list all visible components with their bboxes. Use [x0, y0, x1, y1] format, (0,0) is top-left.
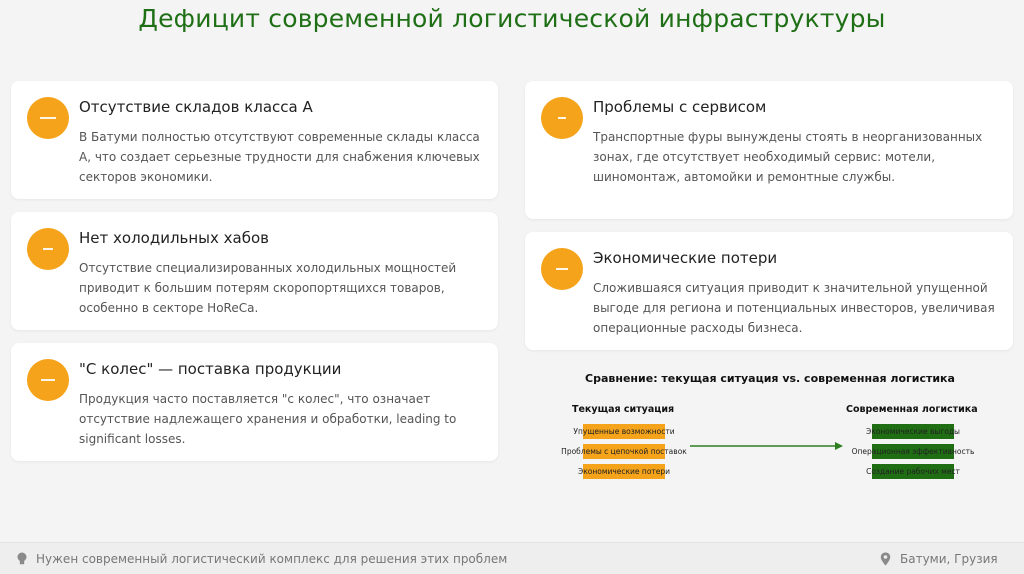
- card-text: Транспортные фуры вынуждены стоять в неорганизованных зонах, где отсутствует необходимый сервис: мотели, шиномонтаж, автомойки и ремонтные службы.: [593, 130, 983, 184]
- card-no-warehouses: [11, 81, 498, 199]
- card-icon: [27, 97, 69, 139]
- card-from-wheels: [11, 343, 498, 461]
- card-text: В Батуми полностью отсутствуют современные склады класса А, что создает серьезные трудности для снабжения ключевых секторов экономики.: [79, 130, 480, 184]
- card-economic-losses: [525, 232, 1013, 350]
- right-item-label: Операционная эффективность: [851, 447, 975, 456]
- diagram-right-heading: Современная логистика: [846, 404, 978, 415]
- card-title: Экономические потери: [593, 249, 778, 267]
- diagram-title: Сравнение: текущая ситуация vs. современная логистика: [585, 372, 955, 385]
- card-text: Отсутствие специализированных холодильных мощностей приводит к большим потерям скоропортящихся товаров, особенно в секторе HoReCa.: [79, 261, 457, 315]
- map-pin-icon: [880, 552, 891, 566]
- card-title: Проблемы с сервисом: [593, 98, 767, 116]
- footer-bar: [0, 542, 1024, 574]
- page-title: Дефицит современной логистической инфраструктуры: [138, 4, 886, 33]
- card-icon: [541, 97, 583, 139]
- right-item-label: Создание рабочих мест: [866, 467, 960, 476]
- card-icon: [27, 228, 69, 270]
- card-text: Продукция часто поставляется "с колес", что означает отсутствие надлежащего хранения и обработки, leading to significant losses.: [79, 392, 457, 446]
- card-icon: [541, 248, 583, 290]
- card-service-problems: [525, 81, 1013, 219]
- left-item-label: Экономические потери: [577, 467, 671, 476]
- diagram-left-heading: Текущая ситуация: [572, 404, 675, 415]
- footer-message: Нужен современный логистический комплекс для решения этих проблем: [36, 552, 508, 566]
- card-title: "С колес" — поставка продукции: [79, 360, 342, 378]
- card-text: Сложившаяся ситуация приводит к значительной упущенной выгоде для региона и потенциальных инвесторов, увеличивая операционные расходы бизнеса.: [593, 281, 995, 335]
- left-item-label: Проблемы с цепочкой поставок: [561, 447, 687, 456]
- card-title: Отсутствие складов класса А: [79, 98, 313, 116]
- lightbulb-icon: [16, 552, 28, 566]
- card-icon: [27, 359, 69, 401]
- card-title: Нет холодильных хабов: [79, 229, 270, 247]
- comparison-diagram: [525, 365, 1015, 495]
- left-item-label: Упущенные возможности: [573, 427, 675, 436]
- footer-location: Батуми, Грузия: [900, 552, 998, 566]
- right-item-label: Экономические выгоды: [866, 427, 960, 436]
- card-no-cold-hubs: [11, 212, 498, 330]
